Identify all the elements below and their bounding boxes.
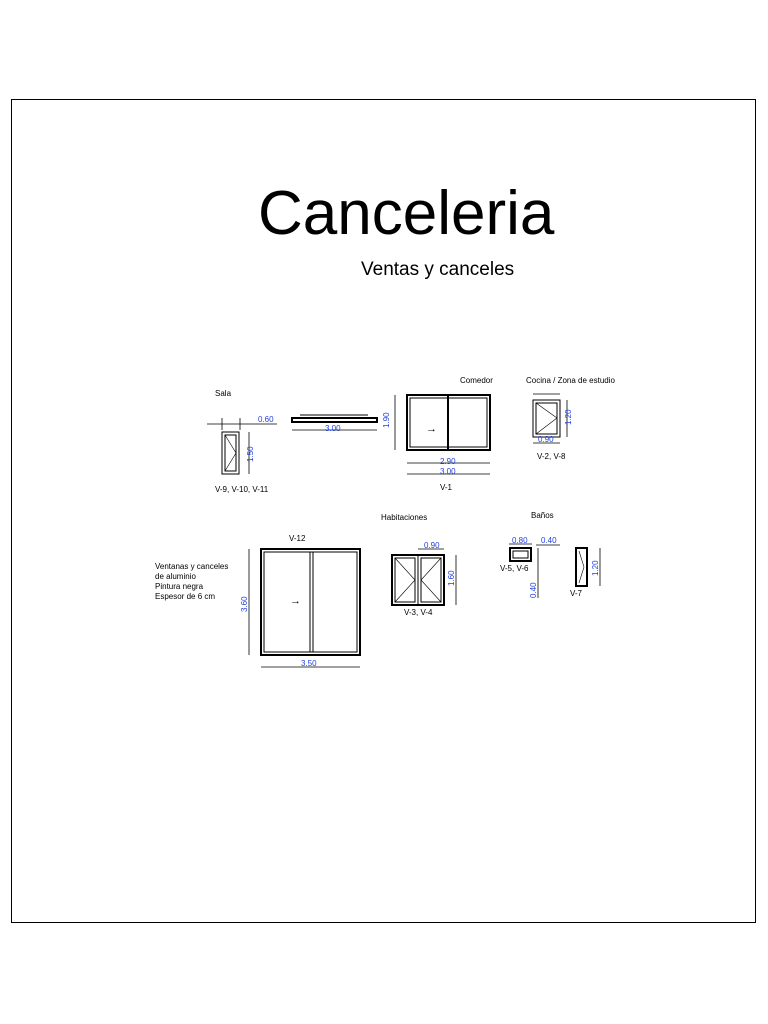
cocina-group [526,376,615,461]
v1-sliding-arrow: → [426,423,437,435]
v1-outer-width-dim: 3.00 [440,467,456,476]
v7-height-dim: 1.20 [591,560,600,576]
v1-inner-width-dim: 2.90 [440,457,456,466]
v9-window-sash [225,435,236,471]
v1-height-dim: 1.90 [382,412,391,428]
banos-group [500,511,600,598]
v3-sash-right [421,558,441,602]
room-label-sala: Sala [215,389,232,398]
v7-tag: V-7 [570,589,583,598]
sala-plan-width-dim: 3.00 [325,424,341,433]
room-label-comedor: Comedor [460,376,493,385]
sala-group [207,389,377,494]
v2-opening-mark [536,403,557,434]
v2-tag: V-2, V-8 [537,452,566,461]
comedor-group [382,376,493,492]
page-title: Canceleria [258,179,555,248]
v12-tag: V-12 [289,534,306,543]
v5-width-dim: 0.80 [512,536,528,545]
v1-tag: V-1 [440,483,453,492]
sala-plan-window [292,418,377,422]
v9-height-dim: 1.50 [246,446,255,462]
v12-sliding-arrow: → [290,595,301,607]
v3-opening-mark-left [395,558,415,602]
v7-window-frame [576,548,587,586]
habitaciones-group [381,513,456,617]
v12-height-dim: 3.60 [240,596,249,612]
note-line-4: Espesor de 6 cm [155,592,216,601]
room-label-habitaciones: Habitaciones [381,513,428,522]
page-subtitle: Ventas y canceles [361,259,515,280]
v2-width-dim: 0.90 [538,435,554,444]
note-line-3: Pintura negra [155,582,204,591]
v9-width-dim: 0.60 [258,415,274,424]
v12-width-dim: 3.50 [301,659,317,668]
v7-opening-mark [579,551,584,583]
v9-tag: V-9, V-10, V-11 [215,485,269,494]
v5-height-dim: 0.40 [529,582,538,598]
v9-opening-mark [225,435,236,471]
room-label-cocina: Cocina / Zona de estudio [526,376,615,385]
room-label-banos: Baños [531,511,554,520]
v3-sash-left [395,558,415,602]
v2-window-sash [536,403,557,434]
v5-tag: V-5, V-6 [500,564,529,573]
v12-group [240,534,360,668]
note-line-2: de aluminio [155,572,196,581]
v5-offset-dim: 0.40 [541,536,557,545]
v3-opening-mark-right [421,558,441,602]
v3-height-dim: 1.60 [447,570,456,586]
notes-group [155,562,228,601]
v3-tag: V-3, V-4 [404,608,433,617]
v5-window-sash [513,551,528,558]
v2-height-dim: 1.20 [564,409,573,425]
note-line-1: Ventanas y canceles [155,562,229,571]
v3-width-dim: 0.90 [424,541,440,550]
